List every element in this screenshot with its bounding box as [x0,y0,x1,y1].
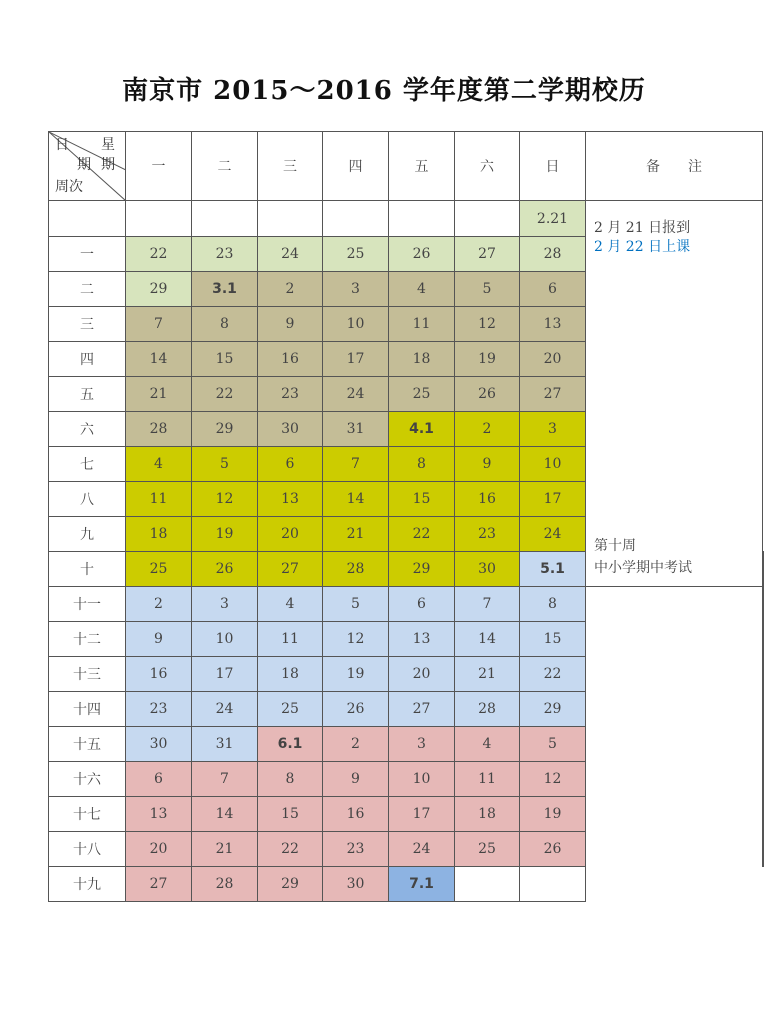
day-cell: 30 [258,412,323,447]
day-cell: 28 [192,867,258,902]
week-label: 十一 [49,587,126,622]
day-cell: 18 [455,797,520,832]
week-row [49,832,764,867]
day-cell: 20 [258,517,323,552]
corner-qi1: 期 [77,157,91,173]
week-label: 十 [49,552,126,587]
day-cell: 12 [192,482,258,517]
day-cell: 26 [455,377,520,412]
day-cell: 9 [323,762,389,797]
day-cell: 15 [389,482,455,517]
week-label: 十四 [49,692,126,727]
day-cell: 6.1 [258,727,323,762]
day-cell: 24 [192,692,258,727]
day-cell: 29 [389,552,455,587]
day-cell: 15 [520,622,586,657]
day-cell: 5.1 [520,552,586,587]
week-label: 八 [49,482,126,517]
week-row [49,762,764,797]
day-cell: 25 [389,377,455,412]
week-label: 七 [49,447,126,482]
week-label-empty [49,201,126,237]
day-cell: 5 [192,447,258,482]
day-cell: 2 [323,727,389,762]
day-cell: 31 [323,412,389,447]
day-cell: 14 [192,797,258,832]
day-cell: 19 [520,797,586,832]
day-cell: 3 [323,272,389,307]
week-label: 十六 [49,762,126,797]
day-cell: 22 [126,237,192,272]
week-row [49,692,764,727]
day-cell: 16 [126,657,192,692]
empty-day-cell [389,201,455,237]
day-cell: 4 [126,447,192,482]
week-label: 九 [49,517,126,552]
day-cell: 3.1 [192,272,258,307]
day-cell: 24 [389,832,455,867]
day-cell: 10 [323,307,389,342]
day-cell: 17 [389,797,455,832]
day-cell: 23 [455,517,520,552]
day-cell: 24 [258,237,323,272]
empty-day-cell [126,201,192,237]
week-row [49,797,764,832]
day-cell: 21 [455,657,520,692]
day-cell: 10 [389,762,455,797]
day-cell: 30 [455,552,520,587]
weekday-header-6: 六 [455,132,520,201]
day-cell: 23 [258,377,323,412]
weekday-header-7: 日 [520,132,586,201]
day-cell: 2 [258,272,323,307]
day-cell: 8 [520,587,586,622]
day-cell: 27 [258,552,323,587]
day-cell: 16 [323,797,389,832]
pre-week-row [49,201,764,237]
week-label: 十三 [49,657,126,692]
weekday-header-1: 一 [126,132,192,201]
day-cell: 22 [258,832,323,867]
day-cell: 30 [126,727,192,762]
week-label: 六 [49,412,126,447]
week-label: 十五 [49,727,126,762]
day-cell: 24 [323,377,389,412]
day-cell: 22 [520,657,586,692]
day-cell: 4 [258,587,323,622]
week-row [49,867,764,902]
day-cell: 11 [389,307,455,342]
week-label: 五 [49,377,126,412]
day-cell: 26 [192,552,258,587]
week-label: 二 [49,272,126,307]
day-cell: 27 [455,237,520,272]
day-cell: 4.1 [389,412,455,447]
week-label: 三 [49,307,126,342]
day-cell: 8 [258,762,323,797]
week-label: 四 [49,342,126,377]
day-cell: 21 [323,517,389,552]
day-cell: 29 [192,412,258,447]
day-cell: 5 [323,587,389,622]
day-cell: 22 [389,517,455,552]
empty-day-cell [455,201,520,237]
day-cell: 26 [323,692,389,727]
school-calendar-table [48,131,764,902]
day-cell: 2 [455,412,520,447]
week-row [49,622,764,657]
day-cell: 15 [258,797,323,832]
day-cell: 13 [389,622,455,657]
day-cell: 6 [389,587,455,622]
day-cell: 16 [258,342,323,377]
day-cell: 9 [455,447,520,482]
day-cell: 5 [455,272,520,307]
day-cell: 26 [389,237,455,272]
weekday-header-3: 三 [258,132,323,201]
week-label: 十八 [49,832,126,867]
day-cell: 2 [126,587,192,622]
day-cell: 19 [323,657,389,692]
day-cell: 17 [520,482,586,517]
week-row [49,657,764,692]
day-cell: 12 [323,622,389,657]
day-cell: 29 [126,272,192,307]
day-cell: 28 [520,237,586,272]
day-cell: 13 [520,307,586,342]
week-row [49,587,764,622]
day-cell: 9 [258,307,323,342]
week-label: 一 [49,237,126,272]
day-cell: 17 [192,657,258,692]
day-cell: 18 [258,657,323,692]
day-cell: 18 [126,517,192,552]
day-cell: 23 [323,832,389,867]
page-title: 南京市 2015～2016 学年度第二学期校历 [122,76,646,106]
day-cell: 7 [126,307,192,342]
note-enroll-line1: 2 月 21 日报到 [594,220,691,236]
corner-ri: 日 [55,137,69,153]
day-cell: 23 [192,237,258,272]
empty-day-cell [192,201,258,237]
day-cell: 7 [455,587,520,622]
day-cell: 31 [192,727,258,762]
corner-xing: 星 [101,137,115,153]
corner-zhouci: 周次 [55,179,83,195]
day-cell: 6 [126,762,192,797]
day-cell: 22 [192,377,258,412]
day-cell: 25 [455,832,520,867]
day-cell: 7.1 [389,867,455,902]
day-cell: 15 [192,342,258,377]
day-cell: 20 [389,657,455,692]
empty-day-cell [323,201,389,237]
day-cell: 8 [192,307,258,342]
day-cell: 7 [192,762,258,797]
day-cell [520,867,586,902]
day-cell: 25 [258,692,323,727]
day-cell: 12 [520,762,586,797]
notes-enrollment [586,201,763,587]
day-cell: 14 [126,342,192,377]
day-cell: 29 [258,867,323,902]
day-cell: 14 [455,622,520,657]
note-enroll-line2: 2 月 22 日上课 [594,239,691,255]
day-cell: 20 [126,832,192,867]
day-cell: 3 [389,727,455,762]
day-cell: 18 [389,342,455,377]
week-label: 十七 [49,797,126,832]
day-cell: 23 [126,692,192,727]
day-cell: 21 [126,377,192,412]
day-cell: 13 [258,482,323,517]
day-cell: 12 [455,307,520,342]
day-cell: 5 [520,727,586,762]
day-cell: 6 [258,447,323,482]
note-midterm-line1: 第十周 [594,538,636,554]
day-cell: 27 [126,867,192,902]
day-cell: 30 [323,867,389,902]
day-cell: 29 [520,692,586,727]
day-cell: 14 [323,482,389,517]
day-cell: 24 [520,517,586,552]
day-cell: 10 [192,622,258,657]
week-label: 十二 [49,622,126,657]
day-cell: 26 [520,832,586,867]
day-cell: 28 [323,552,389,587]
day-cell [455,867,520,902]
day-cell: 28 [455,692,520,727]
day-cell: 11 [455,762,520,797]
day-cell: 25 [323,237,389,272]
day-cell: 27 [520,377,586,412]
corner-qi2: 期 [101,157,115,173]
day-cell: 19 [455,342,520,377]
day-cell: 3 [192,587,258,622]
header-row [49,132,764,201]
day-cell: 17 [323,342,389,377]
day-cell: 8 [389,447,455,482]
day-cell-2-21: 2.21 [520,201,586,237]
weekday-header-2: 二 [192,132,258,201]
notes-header: 备 注 [586,132,763,201]
week-row [49,727,764,762]
day-cell: 9 [126,622,192,657]
day-cell: 11 [126,482,192,517]
corner-header-cell [49,132,126,201]
day-cell: 7 [323,447,389,482]
weekday-header-5: 五 [389,132,455,201]
day-cell: 4 [389,272,455,307]
weekday-header-4: 四 [323,132,389,201]
day-cell: 25 [126,552,192,587]
day-cell: 3 [520,412,586,447]
day-cell: 21 [192,832,258,867]
day-cell: 11 [258,622,323,657]
week-label: 十九 [49,867,126,902]
empty-day-cell [258,201,323,237]
note-midterm-line2: 中小学期中考试 [594,560,692,576]
day-cell: 13 [126,797,192,832]
day-cell: 6 [520,272,586,307]
day-cell: 4 [455,727,520,762]
day-cell: 20 [520,342,586,377]
day-cell: 19 [192,517,258,552]
day-cell: 10 [520,447,586,482]
day-cell: 16 [455,482,520,517]
day-cell: 27 [389,692,455,727]
notes-final [763,552,764,867]
day-cell: 28 [126,412,192,447]
